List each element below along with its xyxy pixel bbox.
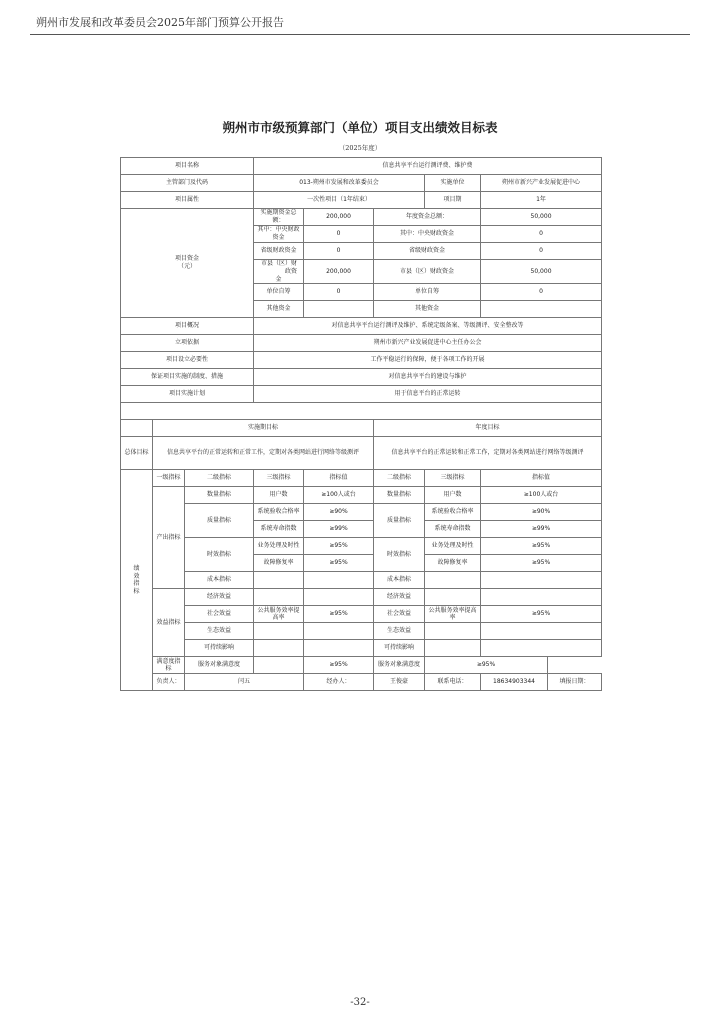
necessity-label: 项目设立必要性	[121, 352, 254, 369]
goal-header-row	[121, 420, 602, 437]
overall-year-goal: 信息共享平台的正常运转和正常工作，定期对各类网站进行网络等级测评	[374, 437, 602, 470]
year-province-value: 0	[481, 243, 602, 260]
repair-indicator: 故障修复率	[254, 555, 304, 572]
year-quantity-indicator: 数量指标	[374, 487, 425, 504]
indicator-row-cost	[121, 572, 602, 589]
service-sat-value: ≥95%	[304, 657, 374, 674]
sustainable-value	[304, 640, 374, 657]
attribute-row	[121, 192, 602, 209]
year-other-value	[481, 301, 602, 318]
charge-value: 闫五	[185, 674, 304, 691]
department-row	[121, 175, 602, 192]
self-value: 0	[304, 284, 374, 301]
central-value: 0	[304, 226, 374, 243]
handler-label: 经办人：	[304, 674, 374, 691]
info-row-overview	[121, 318, 602, 335]
handler-value: 王俊豪	[374, 674, 425, 691]
header-rule	[30, 34, 690, 35]
year-sustainable-indicator: 可持续影响	[374, 640, 425, 657]
indicator-section-label	[121, 470, 153, 691]
ecological-l3	[254, 623, 304, 640]
city-value: 200,000	[304, 260, 374, 284]
quality-indicator: 质量指标	[185, 504, 254, 538]
level1-header: 一级指标	[153, 470, 185, 487]
year-social-indicator: 社会效益	[374, 606, 425, 623]
year-central-label: 其中：中央财政资金	[374, 226, 481, 243]
info-row-necessity	[121, 352, 602, 369]
quantity-indicator: 数量指标	[185, 487, 254, 504]
year-self-value: 0	[481, 284, 602, 301]
province-value: 0	[304, 243, 374, 260]
year-level3-header: 三级指标	[425, 470, 481, 487]
year-timeliness-indicator: 时效指标	[374, 538, 425, 572]
year-public-service-indicator: 公共服务效率提高率	[425, 606, 481, 623]
total-value: 200,000	[304, 209, 374, 226]
measures-value: 对信息共享平台的建设与维护	[254, 369, 602, 386]
year-value-header: 指标值	[481, 470, 602, 487]
plan-value: 用于信息平台的正常运转	[254, 386, 602, 403]
timely-value: ≥95%	[304, 538, 374, 555]
indicator-row-ecological	[121, 623, 602, 640]
output-indicator: 产出指标	[153, 487, 185, 589]
year-economic-value	[481, 589, 602, 606]
year-total-value: 50,000	[481, 209, 602, 226]
year-timely-indicator: 业务处理及时性	[425, 538, 481, 555]
city-label	[254, 260, 304, 284]
implementer-label: 实施单位	[425, 175, 481, 192]
info-row-plan	[121, 386, 602, 403]
indicator-header-row	[121, 470, 602, 487]
attribute-label: 项目属性	[121, 192, 254, 209]
project-name-row	[121, 158, 602, 175]
indicator-row-timely	[121, 538, 602, 555]
sustainable-l3	[254, 640, 304, 657]
public-service-value: ≥95%	[304, 606, 374, 623]
city-label-line1: 市县（区）财政资	[260, 260, 297, 275]
year-level2-header: 二级指标	[374, 470, 425, 487]
central-label: 其中：中央财政资金	[254, 226, 304, 243]
year-pass-rate-value: ≥90%	[481, 504, 602, 521]
social-indicator: 社会效益	[185, 606, 254, 623]
year-economic-indicator: 经济效益	[374, 589, 425, 606]
province-label: 省级财政资金	[254, 243, 304, 260]
plan-label: 项目实施计划	[121, 386, 254, 403]
funds-label	[121, 209, 254, 318]
economic-value	[304, 589, 374, 606]
life-index-value: ≥99%	[304, 521, 374, 538]
year-repair-value: ≥95%	[481, 555, 602, 572]
document-title: 朔州市市级预算部门（单位）项目支出绩效目标表	[222, 120, 498, 135]
section-char-3: 指	[133, 580, 140, 588]
year-public-service-value: ≥95%	[481, 606, 602, 623]
life-index-indicator: 系统寿命指数	[254, 521, 304, 538]
fiscal-year: （2025年度）	[338, 144, 382, 152]
project-name-value: 信息共享平台运行测评费、维护费	[254, 158, 602, 175]
project-name-label: 项目名称	[121, 158, 254, 175]
date-label: 填报日期：	[548, 674, 602, 691]
funds-unit-text: （元）	[177, 263, 196, 271]
year-goal-header: 年度目标	[374, 420, 602, 437]
overall-goal-row	[121, 437, 602, 470]
signature-row	[121, 674, 602, 691]
period-value: 1年	[481, 192, 602, 209]
implementer-value: 朔州市新兴产业发展促进中心	[481, 175, 602, 192]
spacer-row	[121, 403, 602, 420]
public-service-indicator: 公共服务效率提高率	[254, 606, 304, 623]
timeliness-indicator: 时效指标	[185, 538, 254, 572]
level3-header: 三级指标	[254, 470, 304, 487]
page-header: 朔州市发展和改革委员会2025年部门预算公开报告	[36, 16, 284, 29]
measures-label: 保证项目实施的制度、措施	[121, 369, 254, 386]
overall-impl-goal: 信息共享平台的正常运转和正常工作，定期对各类网站进行网络等级测评	[153, 437, 374, 470]
year-ecological-indicator: 生态效益	[374, 623, 425, 640]
year-city-value: 50,000	[481, 260, 602, 284]
ecological-value	[304, 623, 374, 640]
funds-row-total	[121, 209, 602, 226]
performance-goal-table	[120, 157, 602, 691]
info-row-basis	[121, 335, 602, 352]
phone-label: 联系电话：	[425, 674, 481, 691]
other-value	[304, 301, 374, 318]
year-ecological-l3	[425, 623, 481, 640]
service-sat-l3	[254, 657, 304, 674]
year-sustainable-value	[481, 640, 602, 657]
repair-value: ≥95%	[304, 555, 374, 572]
indicator-row-satisfaction	[121, 657, 602, 674]
cost-value	[304, 572, 374, 589]
necessity-value: 工作平稳运行的保障，便于各项工作的开展	[254, 352, 602, 369]
benefit-indicator: 效益指标	[153, 589, 185, 657]
indicator-row-social	[121, 606, 602, 623]
overall-goal-label: 总体目标	[121, 437, 153, 470]
sustainable-indicator: 可持续影响	[185, 640, 254, 657]
section-char-4: 标	[133, 588, 140, 596]
department-value: 013-朔州市发展和改革委员会	[254, 175, 425, 192]
year-cost-indicator: 成本指标	[374, 572, 425, 589]
total-label: 实施期资金总额：	[254, 209, 304, 226]
year-users-indicator: 用户数	[425, 487, 481, 504]
indicator-row-economic	[121, 589, 602, 606]
year-service-sat-value: ≥95%	[425, 657, 548, 674]
basis-label: 立项依据	[121, 335, 254, 352]
year-service-sat-indicator: 服务对象满意度	[374, 657, 425, 674]
year-city-label: 市县（区）财政资金	[374, 260, 481, 284]
impl-goal-header: 实施期目标	[153, 420, 374, 437]
service-sat-indicator: 服务对象满意度	[185, 657, 254, 674]
level2-header: 二级指标	[185, 470, 254, 487]
users-indicator: 用户数	[254, 487, 304, 504]
year-life-index-indicator: 系统寿命指数	[425, 521, 481, 538]
ecological-indicator: 生态效益	[185, 623, 254, 640]
year-total-label: 年度资金总额：	[374, 209, 481, 226]
year-repair-indicator: 故障修复率	[425, 555, 481, 572]
section-char-1: 绩	[133, 564, 140, 572]
year-cost-l3	[425, 572, 481, 589]
info-row-measures	[121, 369, 602, 386]
overview-label: 项目概况	[121, 318, 254, 335]
cost-indicator: 成本指标	[185, 572, 254, 589]
basis-value: 朔州市新兴产业发展促进中心主任办公会	[254, 335, 602, 352]
economic-l3	[254, 589, 304, 606]
year-quality-indicator: 质量指标	[374, 504, 425, 538]
indicator-row-sustainable	[121, 640, 602, 657]
year-central-value: 0	[481, 226, 602, 243]
year-cost-value	[481, 572, 602, 589]
year-ecological-value	[481, 623, 602, 640]
year-sustainable-l3	[425, 640, 481, 657]
overview-value: 对信息共享平台运行测评及维护、系统定级备案、等级测评、安全整改等	[254, 318, 602, 335]
satisfaction-indicator: 满意度指标	[153, 657, 185, 674]
year-other-label: 其他资金	[374, 301, 481, 318]
city-label-line2: 金	[275, 275, 282, 283]
pass-rate-indicator: 系统验收合格率	[254, 504, 304, 521]
year-pass-rate-indicator: 系统验收合格率	[425, 504, 481, 521]
spacer-cell	[121, 403, 602, 420]
attribute-value: 一次性项目（1年结束）	[254, 192, 425, 209]
other-label: 其他资金	[254, 301, 304, 318]
phone-value: 18634903344	[481, 674, 548, 691]
timely-indicator: 业务处理及时性	[254, 538, 304, 555]
goal-header-blank	[121, 420, 153, 437]
section-char-2: 效	[133, 572, 140, 580]
year-life-index-value: ≥99%	[481, 521, 602, 538]
period-label: 项目期	[425, 192, 481, 209]
pass-rate-value: ≥90%	[304, 504, 374, 521]
page-number: -32-	[350, 997, 370, 1008]
year-economic-l3	[425, 589, 481, 606]
charge-label: 负责人：	[153, 674, 185, 691]
department-label: 主管部门及代码	[121, 175, 254, 192]
year-users-value: ≥100人或台	[481, 487, 602, 504]
funds-label-text: 项目资金	[174, 255, 199, 263]
self-label: 单位自筹	[254, 284, 304, 301]
cost-l3	[254, 572, 304, 589]
year-province-label: 省级财政资金	[374, 243, 481, 260]
value-header: 指标值	[304, 470, 374, 487]
year-timely-value: ≥95%	[481, 538, 602, 555]
indicator-row-pass-rate	[121, 504, 602, 521]
indicator-row-quantity	[121, 487, 602, 504]
economic-indicator: 经济效益	[185, 589, 254, 606]
year-self-label: 单位自筹	[374, 284, 481, 301]
users-value: ≥100人或台	[304, 487, 374, 504]
